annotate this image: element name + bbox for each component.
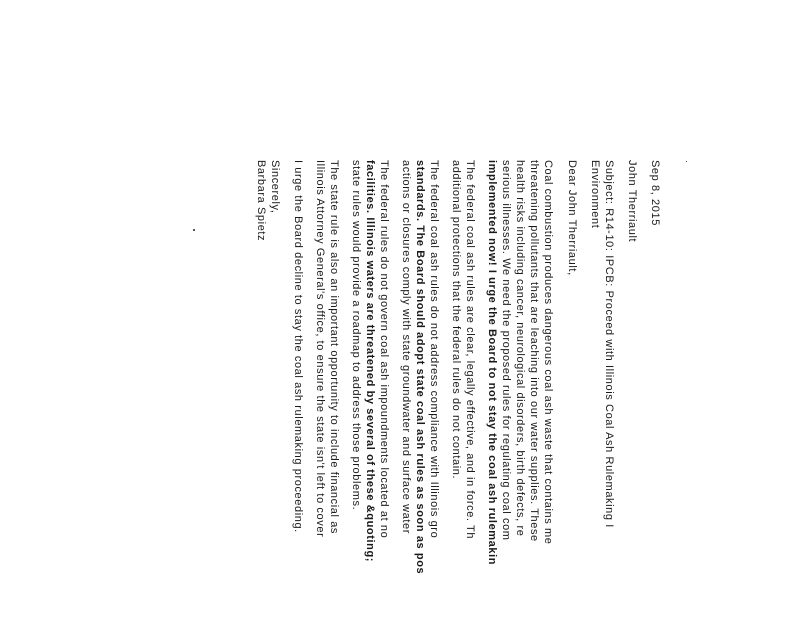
paragraph-3-line-3: actions or closures comply with state groundwater and surface water xyxy=(400,160,412,535)
paragraph-1-line-1: Coal combustion produces dangerous coal ash waste that contains me xyxy=(542,160,554,545)
letter-signature: Barbara Spietz xyxy=(255,160,267,242)
paragraph-6-line-1: I urge the Board decline to stay the coal ash rulemaking proceeding. xyxy=(292,160,304,533)
paragraph-5-line-2: Illinois Attorney General's office, to ensure the state isn't left to cover xyxy=(314,160,326,538)
scan-speck xyxy=(686,161,687,162)
letter-recipient: John Therriault xyxy=(626,160,638,243)
paragraph-4-line-3: state rules would provide a roadmap to address those problems. xyxy=(350,160,362,511)
letter-date: Sep 8, 2015 xyxy=(649,160,661,226)
letter-salutation: Dear John Therriault, xyxy=(566,160,578,276)
paragraph-5-line-1: The state rule is also an important opportunity to include financial as xyxy=(328,160,340,535)
paragraph-2-line-1: The federal coal ash rules are clear, legally effective, and in force. Th xyxy=(464,160,476,540)
paragraph-1-line-4: serious illnesses. We need the proposed rules for regulating coal com xyxy=(500,160,512,541)
letter-subject-line-1: Subject: R14-10: IPCB: Proceed with Illinois Coal Ash Rulemaking I xyxy=(603,160,615,528)
letter-subject-line-2: Environment xyxy=(589,160,601,229)
paragraph-4-line-2: facilities. Illinois waters are threatened by several of these &quoting; xyxy=(364,160,376,563)
paragraph-2-line-2: additional protections that the federal rules do not contain. xyxy=(450,160,462,480)
scan-speck xyxy=(193,229,195,231)
paragraph-3-line-1: The federal coal ash rules do not address compliance with Illinois gro xyxy=(428,160,440,539)
letter-closing: Sincerely, xyxy=(269,160,281,214)
paragraph-3-line-2: standards. The Board should adopt state coal ash rules as soon as pos xyxy=(414,160,426,575)
paragraph-1-line-2: threatening pollutants that are leaching into our water supplies. These xyxy=(528,160,540,542)
paragraph-1-line-5: implemented now! I urge the Board to not stay the coal ash rulemakin xyxy=(486,160,498,566)
paragraph-1-line-3: health risks including cancer, neurological disorders, birth defects, re xyxy=(514,160,526,537)
paragraph-4-line-1: The federal rules do not govern coal ash impoundments located at no xyxy=(378,160,390,539)
